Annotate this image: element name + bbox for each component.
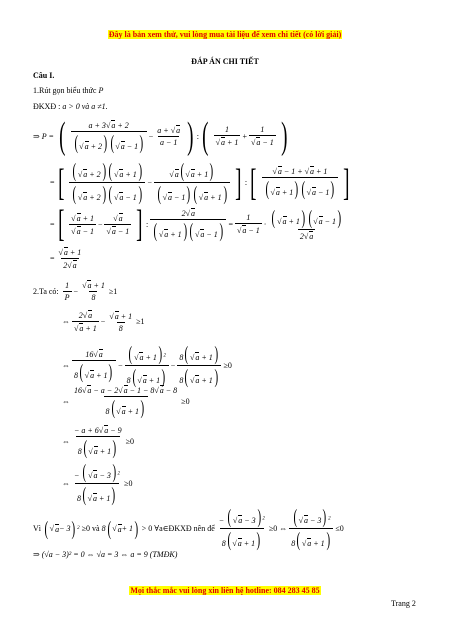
question-1-heading: 1.Rút gọn biểu thức P [33,86,104,95]
math-step-7: ⇔ $\frac{16√ a - a - 2√ a - 1 - 8√ a - 8}{8(√ a + 1)}$ ≥0 [62,385,190,418]
math-step-5: ⇔ 2√ a √ a + 1 − √ $\frac{a + 1}{8}$ ≥1 [62,310,145,333]
question-2-line: 2.Ta có: $\frac{1}{P}$ − √ $\frac{a + 1}{8}$ ≥1 [33,280,117,302]
section-heading: Câu I. [33,71,55,80]
math-step-2: = [ $\frac{(√ a + 2) (√ a + 1)}{(√ a + 2) (√ a - 1)}$ − √ $\frac{a(√ a + 1)}{(√ a - 1) (√ a + 1)}$ ] : [ √ $\frac{a - 1 + √ a + 1}{(√ a + 1) (√ a - 1)}$ ] [50,161,353,204]
hotline-banner [0,586,450,595]
final-result: ⇒ (√a − 3)² = 0 ⇔ √a = 3 ⇔ a = 9 (TMĐK) [33,550,178,559]
condition-line: ĐKXĐ : a > 0 và a ≠1. [33,102,108,111]
math-step-6: ⇔ $\frac{16√ a}{8(√ a + 1)}$ − $\frac{(√ a + 1) ^2}{8(√ a + 1)}$ − $\frac{8(√ a + 1)}{8(√ a + 1)}$ ≥0 [62,344,232,387]
math-step-9: ⇔ $\frac{- (√ a - 3) ^2}{8(√ a + 1)}$ ≥0 [62,462,132,505]
page-number: Trang 2 [391,599,416,608]
preview-notice-text: Đây là bản xem thử, vui lòng mua tài liệu để xem chi tiết (có lời giải) [108,30,342,39]
math-step-1: ⇒ P = ( $\frac{a + 3√ a + 2}{(√ a + 2) (√ a - 1)}$ − $\frac{a + √ a}{a - 1}$ ) : ( 1 √ a + 1 + 1 √ a − 1 ) [33,117,290,155]
math-step-3: = [ √ a + 1 √ a − 1 − √ a √ a − 1 ] : $\frac{2√ a}{(√ a + 1) (√ a - 1)}$ = 1 √ a − 1 · $\frac{(√ a + 1) (√ a - 1)}{2√ a}$ [50,205,347,243]
conclusion-line: Vì ( √ a − 3 ) 2 ≥0 và 8 ( √ a + 1 ) > 0 ∀a∈ĐKXĐ nên để $\frac{- (√ a - 3) ^2}{8(√ a + 1)}$ ≥0 ⇔ $\frac{(√ a - 3) ^2}{8(√ a + 1)}$ ≤0 [33,507,344,550]
hotline-text: Mọi thắc mắc vui lòng xin liên hệ hotline: 084 283 45 85 [130,586,320,595]
math-step-8: ⇔ $\frac{- a + 6√ a - 9}{8(√ a + 1)}$ ≥0 [62,425,134,458]
preview-notice-banner [0,30,450,39]
page-title: ĐÁP ÁN CHI TIẾT [191,57,259,66]
math-step-4: = √ $\frac{a + 1}{2√ a}$ [50,247,85,270]
